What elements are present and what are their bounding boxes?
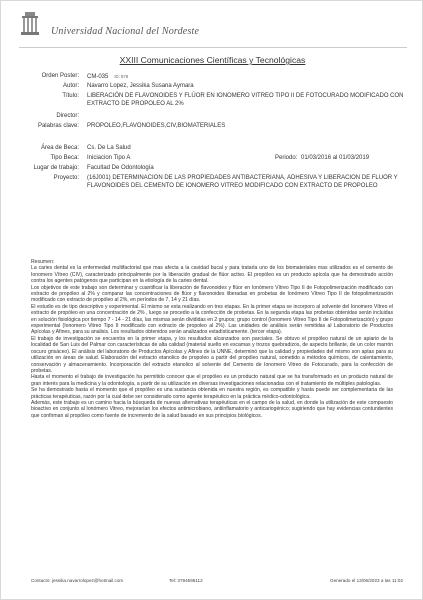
area-label: Área de Beca: bbox=[40, 145, 79, 151]
palabras-value: PROPOLEO,FLAVONOIDES,CIV,BIOMATERIALES bbox=[87, 123, 226, 129]
resumen-paragraph: Hasta el momento el trabajo de investigación ha permitido conocer que el propóleo es un producto natural que se ha transformado en un producto natural de gran interés para la medicina y la odontología, a partir de su utilización en diversas investigaciones relacionadas con el tratamiento de múltiples patologías. bbox=[31, 374, 393, 387]
resumen-heading: Resumen: bbox=[31, 259, 55, 265]
area-value: Cs. De La Salud bbox=[87, 145, 131, 151]
header-divider bbox=[19, 47, 407, 48]
orden-poster-value: CM-035 bbox=[87, 74, 109, 80]
resumen-paragraph: El trabajo de investigación se encuentra en la primer etapa, y los resultados alcanzados son parciales. Se obtuvo el propóleo natural de un apiario de la localidad de San Luis del Palmar con características de alta calidad (material suelto en escamas y trozos quebradizos, de aspecto brillante, de un color marrón oscuro grisáceo). El análisis del laboratorio de Productos Apícolas y Afines de la UNNE, determinó que la calidad y propiedades del mismo son aptas para su utilización en áreas de salud. Elaboración del extracto etanolico de propoleo a partir del propóleo natural, sometido a métodos químicos, de calentamiento, conservación y almacenamiento. Incorporación del extracto etanolico al solvente del Cemento de Ionomero Vitreo de Fotocurado, para la confección de probetas. bbox=[31, 335, 393, 374]
orden-poster-label: Orden Poster: bbox=[41, 73, 79, 79]
lugar-label: Lugar de trabajo: bbox=[33, 165, 79, 171]
proyecto-value: (16J001) DETERMINACION DE LAS PROPIEDADES ANTIBACTERIANA, ADHESIVA Y LIBERACION DE FLUOR Y FLAVONOIDES DEL CEMENTO DE IONOMERO VITREO MODIFICADO CON EXTRACTO DE PROPOLEO bbox=[87, 175, 398, 189]
conference-title: XXIII Comunicaciones Científicas y Tecnológicas bbox=[119, 55, 306, 65]
orden-poster-id: ID: 878 bbox=[114, 74, 129, 79]
palabras-label: Palabras clave: bbox=[37, 123, 79, 129]
resumen-paragraph: La caries dental es la enfermedad multifactorial que mas afecta a la cavidad bucal y para tratarla uno de los biomateriales mas utilizados es el cemento de Ionomero Vítreo (CIV), caracterizado principalmente por la liberación gradual de flúor activo. El propóleo es un producto apícola que ha demostrado acción contra los agentes patógenos que participan en la etiología de la caries dental. bbox=[31, 265, 393, 285]
resumen-paragraph: El estudio es de tipo descriptivo y experimental. El mismo se esta realizando en tres etapas. En la primer etapa se incorporo al solvente del Ionomero Vítreo el extracto de propóleo en una concentración de 2% , luego se procedio a la confección de probetas. En la segunda etapa las probetas obtenidas serán incluidas en solución fisiológica por tiempo 7 - 14 - 21 días, las mismas serán divididas en 2 grupos; grupo control (Ionomero Vitreo Tipo II de Fotopolimerización) y grupo experimental (Ionomero Vitreo Tipo II modificado con extracto de propoleo al 2%). Las unidades de análisis serán remitidas al Laboratorio de Productos Apícolas y Afines, para su analisis. Los resultados obtenidos serán analizados estadísticamente. (tercer etapa). bbox=[31, 303, 393, 336]
lugar-value: Facultad De Odontología bbox=[87, 165, 154, 171]
footer-phone: Tel: 3794596112 bbox=[169, 578, 203, 583]
resumen-paragraph: Además, este trabajo es un camino hacia la búsqueda de nuevas alternativas terapéuticas en el campo de la salud, en donde la utilización de este compuesto bioactivo en conjunto al Ionómero Vitreo, mejorarían los efectos antimicrobiano, antiinflamatorio y anticariogénico; sugiriendo que hay evidencias contundentes que confirman al propóleo como fuente de incremento de la salud basado en sus principios biológicos. bbox=[31, 399, 393, 419]
director-label: Director: bbox=[56, 113, 79, 119]
autor-value: Navarro Lopez, Jessika Susana Aymara bbox=[87, 83, 194, 89]
university-name: Universidad Nacional del Nordeste bbox=[51, 26, 200, 37]
resumen-paragraph: Los objetivos de este trabajo son determinar y cuantificar la liberación de flavonoides y flúor en Ionómero Vítreo Tipo II de Fotopolimerización modificado con extracto de propóleo al 2% y comparar las concentraciones de flúor y flavonoides liberadas en probetas de Ionómero Vítreo Tipo II de fotopolimerización modificado con extracto de propóleo al 2%, en períodos de 7, 14 y 21 días. bbox=[31, 284, 393, 304]
footer-generated: Generado el 13/06/2023 a las 11:02 bbox=[330, 578, 403, 583]
titulo-label: Título: bbox=[62, 93, 79, 99]
periodo-value: 01/03/2016 al 01/03/2019 bbox=[301, 155, 370, 161]
tipo-label: Tipo Beca: bbox=[50, 155, 79, 161]
tipo-value: Iniciacion Tipo A bbox=[87, 155, 131, 161]
titulo-value: LIBERACIÓN DE FLAVONOIDES Y FLÚOR EN IONOMERO VITREO TIPO II DE FOTOCURADO MODIFICADO CON EXTRACTO DE PROPOLEO AL 2% bbox=[87, 93, 404, 107]
footer-contact: Contacto: jessika.navarrolopez@hotmail.com bbox=[31, 578, 124, 583]
periodo-label: Periodo: bbox=[275, 155, 298, 161]
university-logo-icon bbox=[19, 11, 41, 37]
resumen-section bbox=[31, 259, 393, 419]
autor-label: Autor: bbox=[62, 83, 79, 89]
resumen-paragraph: Se ha demostrado hasta el momento que el propóleo es una sustancia obtenida en nuestra región, es compatible y hasta puede ser complementaria de las prácticas terapéuticas, razón por la cual debe ser considerado como agente terapéutico en la práctica médico-odontológica. bbox=[31, 387, 393, 400]
proyecto-label: Proyecto: bbox=[53, 175, 79, 181]
